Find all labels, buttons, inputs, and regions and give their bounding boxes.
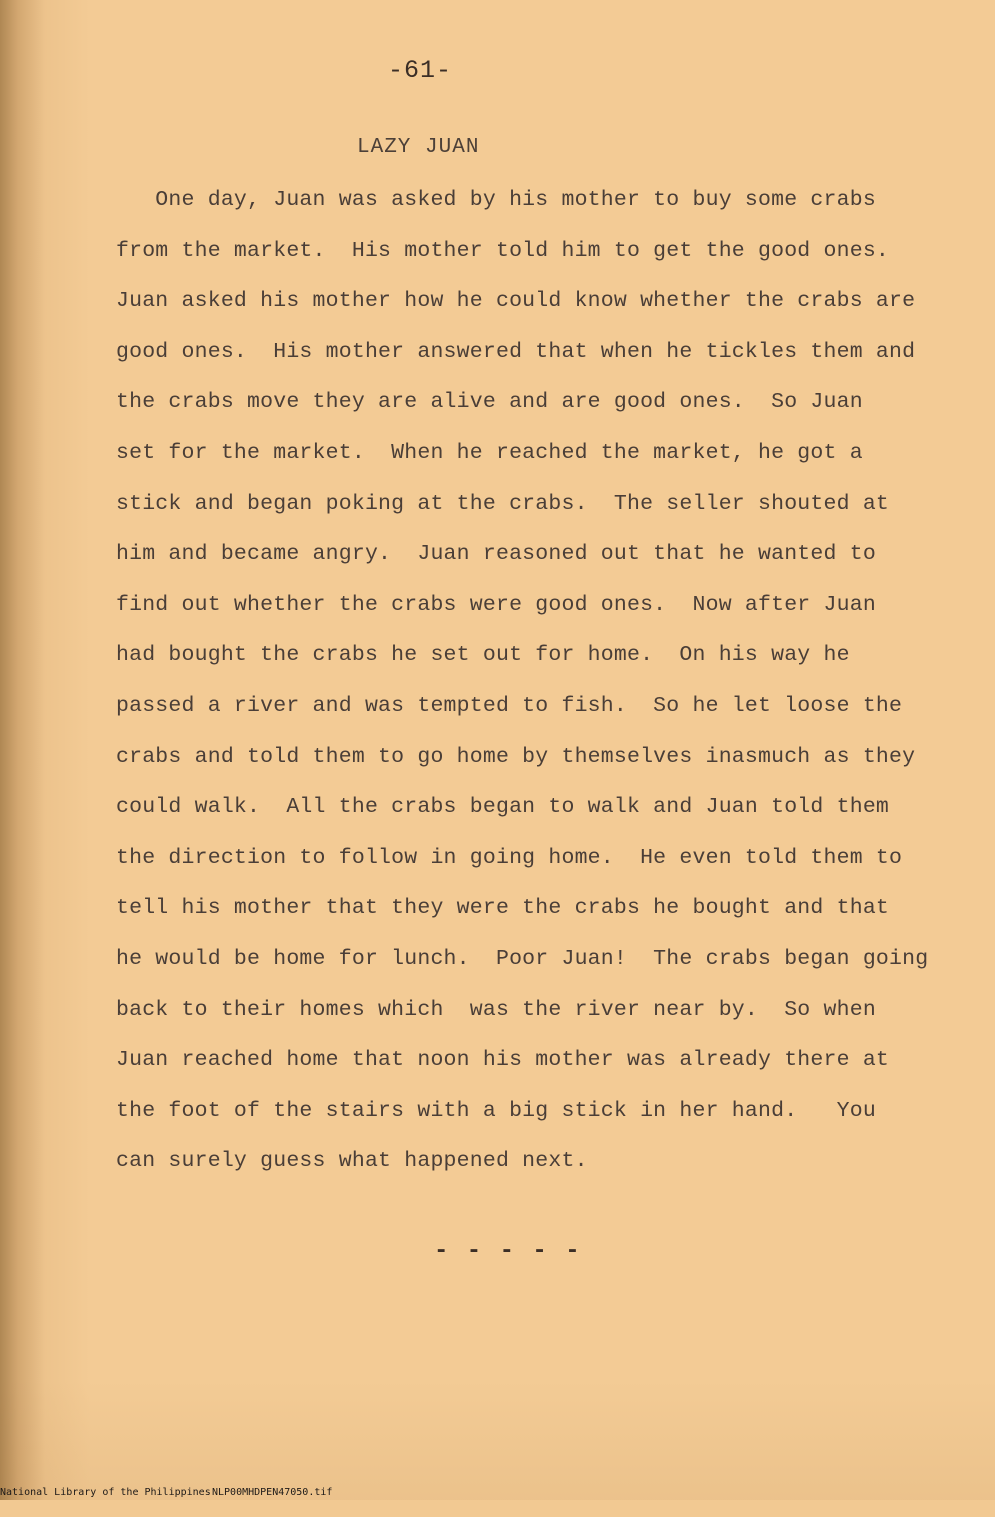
story-line: Juan reached home that noon his mother was already there at	[116, 1048, 890, 1073]
story-line: One day, Juan was asked by his mother to buy some crabs	[116, 188, 876, 212]
story-line: crabs and told them to go home by themselves inasmuch as they	[116, 744, 916, 769]
story-line: the foot of the stairs with a big stick in her hand. You	[116, 1098, 876, 1123]
story-line: back to their homes which was the river near by. So when	[116, 997, 876, 1022]
footer-filename: NLP00MHDPEN47050.tif	[212, 1487, 333, 1498]
page-number: -61-	[387, 56, 452, 85]
story-line: Juan asked his mother how he could know whether the crabs are	[116, 289, 916, 314]
end-mark: - - - - -	[434, 1238, 582, 1265]
story-line: from the market. His mother told him to get the good ones.	[116, 238, 890, 263]
story-line: can surely guess what happened next.	[116, 1149, 588, 1174]
story-line: could walk. All the crabs began to walk and Juan told them	[116, 795, 890, 820]
footer-library: National Library of the Philippines	[0, 1487, 211, 1498]
story-line: set for the market. When he reached the market, he got a	[116, 440, 863, 465]
story-line: tell his mother that they were the crabs he bought and that	[116, 896, 890, 921]
story-line: the direction to follow in going home. He even told them to	[116, 845, 903, 870]
story-line: him and became angry. Juan reasoned out that he wanted to	[116, 542, 876, 567]
story-title: LAZY JUAN	[357, 136, 480, 159]
scan-footer	[0, 1484, 995, 1498]
story-line: he would be home for lunch. Poor Juan! The crabs began going	[116, 946, 929, 971]
story-line: good ones. His mother answered that when he tickles them and	[116, 339, 916, 364]
story-line: find out whether the crabs were good ones. Now after Juan	[116, 592, 876, 617]
story-line: passed a river and was tempted to fish. So he let loose the	[116, 693, 903, 718]
story-line: stick and began poking at the crabs. The seller shouted at	[116, 491, 890, 516]
story-line: the crabs move they are alive and are good ones. So Juan	[116, 390, 863, 415]
story-line: had bought the crabs he set out for home. On his way he	[116, 643, 850, 668]
story-body	[116, 182, 929, 1194]
